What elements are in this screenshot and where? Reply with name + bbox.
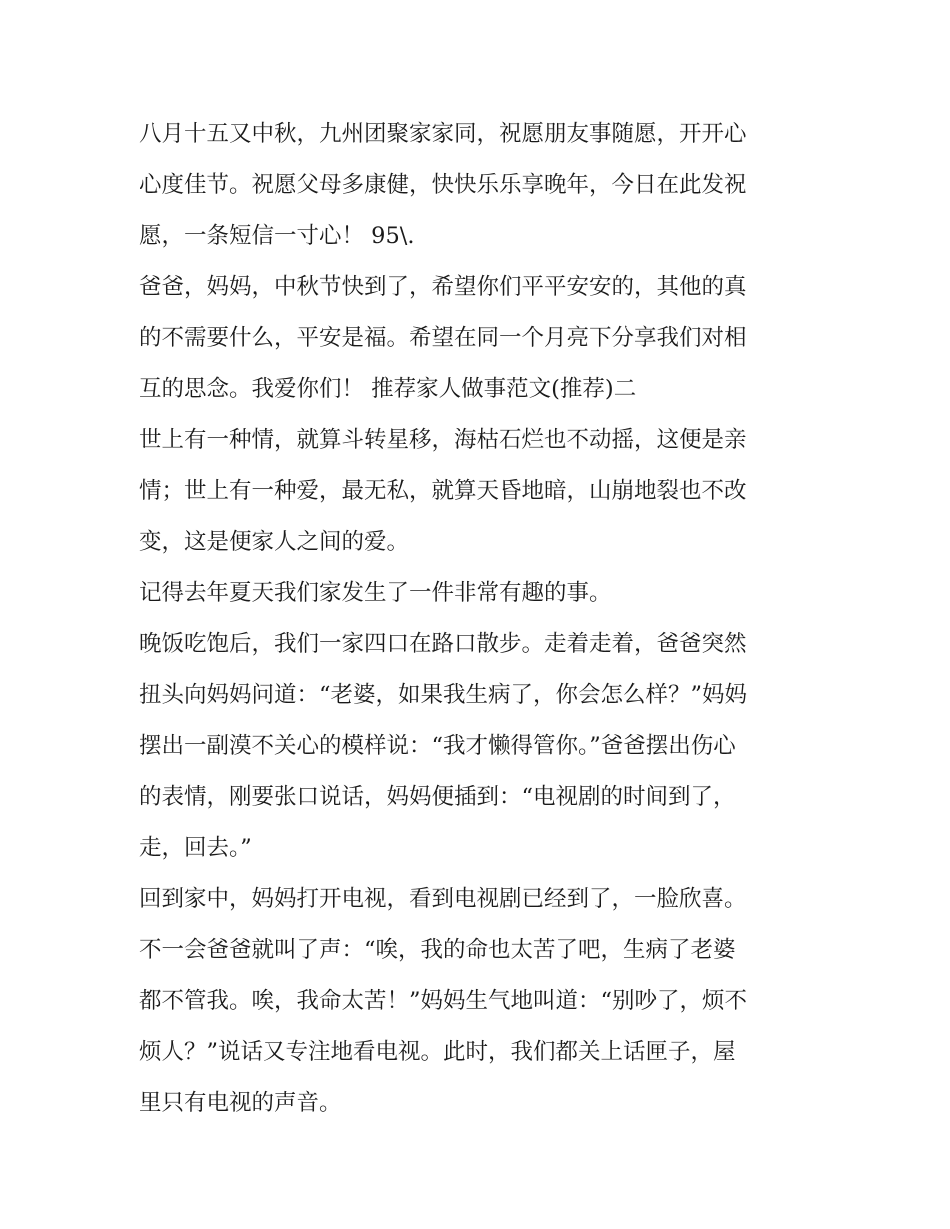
text-line: 心度佳节。祝愿父母多康健，快快乐乐享晚年，今日在此发祝 <box>139 172 747 198</box>
text-line: 八月十五又中秋，九州团聚家家同，祝愿朋友事随愿，开开心 <box>139 121 747 147</box>
text-line: 烦人？”说话又专注地看电视。此时，我们都关上话匣子，屋 <box>139 1039 736 1065</box>
text-line: 摆出一副漠不关心的模样说：“我才懒得管你。”爸爸摆出伤心 <box>139 733 736 759</box>
text-line: 里只有电视的声音。 <box>139 1090 342 1116</box>
document-body <box>139 109 819 1129</box>
text-line: 的表情，刚要张口说话，妈妈便插到：“电视剧的时间到了， <box>139 784 736 810</box>
text-line: 情；世上有一种爱，最无私，就算天昏地暗，山崩地裂也不改 <box>139 478 747 504</box>
text-line: 爸爸，妈妈，中秋节快到了，希望你们平平安安的，其他的真 <box>139 274 747 300</box>
text-line: 互的思念。我爱你们！ 推荐家人做事范文(推荐)二 <box>139 376 637 402</box>
text-line: 的不需要什么，平安是福。希望在同一个月亮下分享我们对相 <box>139 325 747 351</box>
text-line: 扭头向妈妈问道：“老婆，如果我生病了，你会怎么样？”妈妈 <box>139 682 748 708</box>
text-line: 愿，一条短信一寸心！ 95\. <box>139 223 415 249</box>
text-line: 回到家中，妈妈打开电视，看到电视剧已经到了，一脸欣喜。 <box>139 886 747 912</box>
text-line: 世上有一种情，就算斗转星移，海枯石烂也不动摇，这便是亲 <box>139 427 747 453</box>
text-line: 变，这是便家人之间的爱。 <box>139 529 410 555</box>
text-line: 晚饭吃饱后，我们一家四口在路口散步。走着走着，爸爸突然 <box>139 631 747 657</box>
text-line: 不一会爸爸就叫了声：“唉，我的命也太苦了吧，生病了老婆 <box>139 937 736 963</box>
text-line: 记得去年夏天我们家发生了一件非常有趣的事。 <box>139 580 612 606</box>
text-line: 都不管我。唉，我命太苦！”妈妈生气地叫道：“别吵了，烦不 <box>139 988 748 1014</box>
text-line: 走，回去。” <box>139 835 252 861</box>
